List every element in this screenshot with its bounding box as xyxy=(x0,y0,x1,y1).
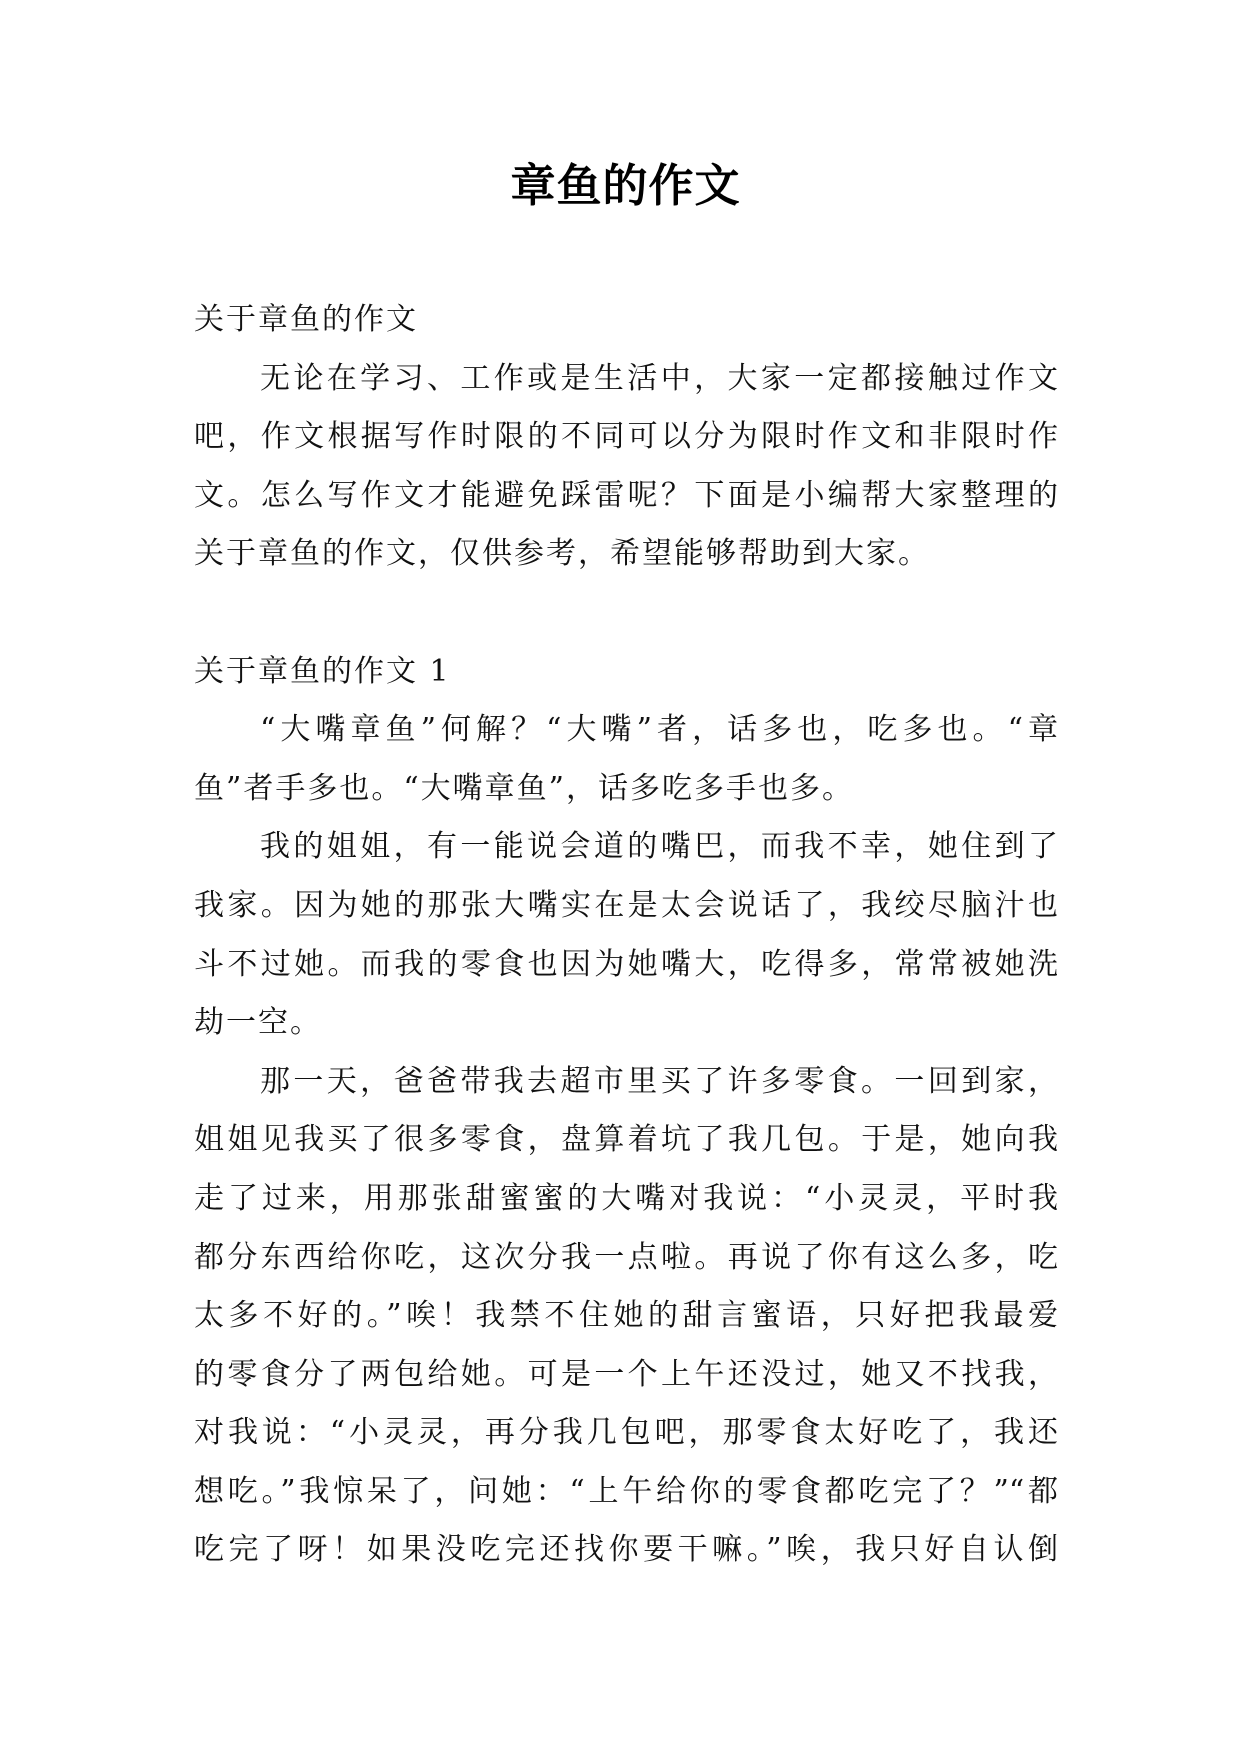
text-line: 无论在学习、工作或是生活中，大家一定都接触过作文 xyxy=(260,360,1058,396)
text-line: 劫一空。 xyxy=(194,1005,322,1041)
paragraph xyxy=(194,818,1058,1052)
text-line: 走了过来，用那张甜蜜蜜的大嘴对我说：“小灵灵，平时我 xyxy=(194,1180,1058,1216)
text-line: 都分东西给你吃，这次分我一点啦。再说了你有这么多，吃 xyxy=(194,1239,1058,1275)
section-heading: 关于章鱼的作文 xyxy=(194,302,418,337)
text-line: 鱼”者手多也。“大嘴章鱼”，话多吃多手也多。 xyxy=(194,770,855,806)
paragraph xyxy=(194,701,1058,818)
text-line: 我家。因为她的那张大嘴实在是太会说话了，我绞尽脑汁也 xyxy=(194,887,1058,923)
text-line: 斗不过她。而我的零食也因为她嘴大，吃得多，常常被她洗 xyxy=(194,946,1058,982)
page-title: 章鱼的作文 xyxy=(510,159,741,212)
text-line: 我的姐姐，有一能说会道的嘴巴，而我不幸，她住到了 xyxy=(260,829,1058,865)
paragraph xyxy=(194,350,1058,584)
text-line: “大嘴章鱼”何解？“大嘴”者，话多也，吃多也。“章 xyxy=(260,712,1058,748)
text-line: 的零食分了两包给她。可是一个上午还没过，她又不找我， xyxy=(194,1356,1058,1392)
text-line: 对我说：“小灵灵，再分我几包吧，那零食太好吃了，我还 xyxy=(194,1415,1058,1451)
paragraph xyxy=(194,1053,1058,1580)
text-line: 太多不好的。”唉！我禁不住她的甜言蜜语，只好把我最爱 xyxy=(194,1298,1058,1334)
text-line: 想吃。”我惊呆了，问她：“上午给你的零食都吃完了？”“都 xyxy=(194,1473,1058,1509)
text-line: 吧，作文根据写作时限的不同可以分为限时作文和非限时作 xyxy=(194,419,1058,455)
text-line: 文。怎么写作文才能避免踩雷呢？下面是小编帮大家整理的 xyxy=(194,477,1058,513)
text-line: 吃完了呀！如果没吃完还找你要干嘛。”唉，我只好自认倒 xyxy=(194,1532,1058,1568)
blank-line xyxy=(194,584,1058,643)
text-line: 那一天，爸爸带我去超市里买了许多零食。一回到家， xyxy=(260,1063,1058,1099)
section-heading: 关于章鱼的作文 1 xyxy=(194,653,451,689)
document-body xyxy=(194,291,1058,1580)
text-line: 姐姐见我买了很多零食，盘算着坑了我几包。于是，她向我 xyxy=(194,1122,1058,1158)
text-line: 关于章鱼的作文，仅供参考，希望能够帮助到大家。 xyxy=(194,536,930,572)
